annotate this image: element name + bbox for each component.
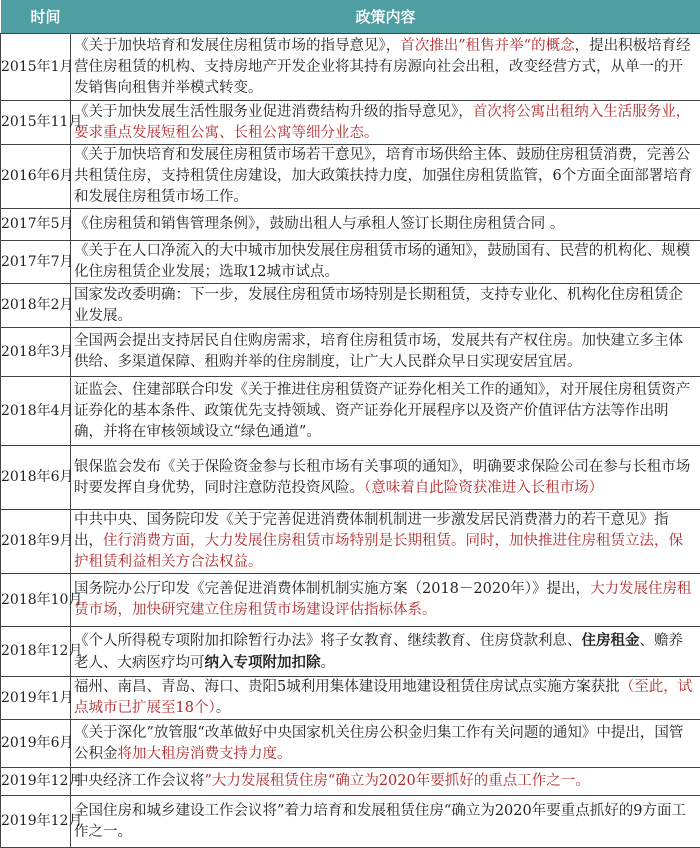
table-row	[1, 446, 700, 510]
table-row	[1, 34, 700, 101]
highlight-text: 首次将公寓出租纳入生活服务业，要求重点发展短租公寓、长租公寓等细分业态。	[74, 103, 691, 141]
date-cell: 2018年12月	[1, 627, 71, 677]
table-row	[1, 574, 700, 627]
policy-text: 证监会、住建部联合印发《关于推进住房租赁资产证券化相关工作的通知》，对开展住房租赁资产证券化的基本条件、政策优先支持领域、资产证券化开展程序以及资产价值评估方法等作出明确，并将在审核领域设立“绿色通道”。	[74, 381, 691, 440]
table-row	[1, 101, 700, 145]
policy-cell	[71, 720, 700, 768]
table-row	[1, 627, 700, 677]
policy-text: 《关于加快培育和发展住房租赁市场的指导意见》，	[74, 37, 401, 54]
highlight-text: （至此，试点城市已扩展至18个）	[74, 679, 693, 716]
policy-cell	[71, 34, 700, 101]
policy-text: 国务院办公厅印发《完善促进消费体制机制实施方案（2018－2020年）》提出，	[74, 581, 591, 597]
bold-text: 纳入专项附加扣除	[204, 653, 321, 671]
header-policy: 政策内容	[71, 0, 700, 34]
policy-text: 《个人所得税专项附加扣除暂行办法》将子女教育、继续教育、住房贷款利息、	[74, 632, 582, 649]
date-cell: 2019年12月	[1, 768, 71, 796]
date-cell: 2019年12月	[1, 796, 71, 848]
policy-text: 全国两会提出支持居民自住购房需求，培育住房租赁市场，发展共有产权住房。加快建立多主体供给、多渠道保障、租购并举的住房制度，让广大人民群众早日实现安居宜居。	[74, 333, 683, 370]
highlight-text: （意味着自此险资获准进入长租市场）	[364, 479, 604, 496]
table-row	[1, 145, 700, 209]
highlight-text: 将加大租房消费支持力度。	[117, 745, 292, 762]
policy-cell	[71, 145, 700, 209]
date-cell: 2018年6月	[1, 446, 71, 510]
table-row	[1, 796, 700, 848]
table-row	[1, 677, 700, 720]
policy-text: 中共中央、国务院印发《关于完善促进消费体制机制进一步激发居民消费潜力的若干意见》指出，	[74, 512, 669, 549]
policy-cell	[71, 377, 700, 446]
table-row	[1, 768, 700, 796]
table-row	[1, 241, 700, 284]
highlight-text: 住行消费方面，大力发展住房租赁市场特别是长期租赁。同时，加快推进住房租赁立法，保护租赁利益相关方合法权益。	[74, 533, 683, 570]
date-cell: 2018年9月	[1, 510, 71, 574]
policy-text: 《关于加快培育和发展住房租赁市场若干意见》，培育市场供给主体、鼓励住房租赁消费，完善公共租赁住房，支持租赁住房建设，加大政策扶持力度，加强住房租赁监管，6个方面全面部署培育和发展住房租赁市场工作。	[74, 147, 693, 205]
policy-cell	[71, 328, 700, 377]
table-row	[1, 209, 700, 241]
date-cell: 2018年10月	[1, 574, 71, 627]
date-cell: 2017年7月	[1, 241, 71, 284]
table-row	[1, 328, 700, 377]
highlight-text: ”大力发展租赁住房“确立为2020年要抓好的重点工作之一。	[204, 773, 590, 789]
policy-text: 、赡养老人、大病医疗均可	[74, 632, 683, 671]
highlight-text: 首次推出”租售并举“的概念	[400, 37, 575, 54]
policy-cell	[71, 574, 700, 627]
date-cell: 2015年11月	[1, 101, 71, 145]
header-time: 时间	[1, 0, 71, 34]
table-row	[1, 510, 700, 574]
table-row	[1, 377, 700, 446]
date-cell: 2016年6月	[1, 145, 71, 209]
date-cell: 2019年6月	[1, 720, 71, 768]
date-cell: 2015年1月	[1, 34, 71, 101]
policy-text: 《关于在人口净流入的大中城市加快发展住房租赁市场的通知》，鼓励国有、民营的机构化、规模化住房租赁企业发展；选取12城市试点。	[74, 243, 691, 280]
policy-text: 。	[320, 654, 335, 671]
table-row	[1, 284, 700, 328]
policy-text: 全国住房和城乡建设工作会议将”着力培育和发展租赁住房“确立为2020年要重点抓好的9方面工作之一。	[74, 802, 686, 840]
policy-cell	[71, 209, 700, 241]
date-cell: 2018年3月	[1, 328, 71, 377]
table-row	[1, 720, 700, 768]
table-body	[1, 34, 700, 848]
policy-cell	[71, 446, 700, 510]
bold-text: 住房租金	[581, 631, 640, 649]
date-cell: 2017年5月	[1, 209, 71, 241]
policy-cell	[71, 677, 700, 720]
policy-text: 国家发改委明确：下一步，发展住房租赁市场特别是长期租赁，支持专业化、机构化住房租赁企业发展。	[74, 286, 683, 324]
policy-text: 《住房租赁和销售管理条例》，鼓励出租人与承租人签订长期住房租赁合同 。	[74, 216, 565, 232]
policy-cell	[71, 627, 700, 677]
date-cell: 2018年4月	[1, 377, 71, 446]
policy-text: 《关于深化”放管服“改革做好中央国家机关住房公积金归集工作有关问题的通知》中提出，国管公积金	[74, 724, 684, 762]
policy-cell	[71, 768, 700, 796]
policy-cell	[71, 284, 700, 328]
policy-text: 《关于加快发展生活性服务业促进消费结构升级的指导意见》，	[74, 103, 473, 120]
policy-cell	[71, 796, 700, 848]
policy-text: 银保监会发布《关于保险资金参与长租市场有关事项的通知》，明确要求保险公司在参与长租市场时要发挥自身优势，同时注意防范投资风险。	[74, 458, 691, 496]
date-cell: 2018年2月	[1, 284, 71, 328]
policy-cell	[71, 241, 700, 284]
policy-text: 福州、南昌、青岛、海口、贵阳5城利用集体建设用地建设租赁住房试点实施方案获批	[74, 679, 620, 695]
policy-text: ，提出积极培育经营住房租赁的机构、支持房地产开发企业将其持有房源向社会出租，改变经营方式，从单一的开发销售向租售并举模式转变。	[74, 37, 691, 96]
policy-text: 中央经济工作会议将	[74, 773, 205, 789]
date-cell: 2019年1月	[1, 677, 71, 720]
highlight-text: 大力发展住房租赁市场，加快研究建立住房租赁市场建设评估指标体系。	[74, 581, 692, 618]
table-header-row	[1, 0, 700, 34]
policy-cell	[71, 101, 700, 145]
policy-cell	[71, 510, 700, 574]
policy-text: 。	[215, 700, 231, 716]
